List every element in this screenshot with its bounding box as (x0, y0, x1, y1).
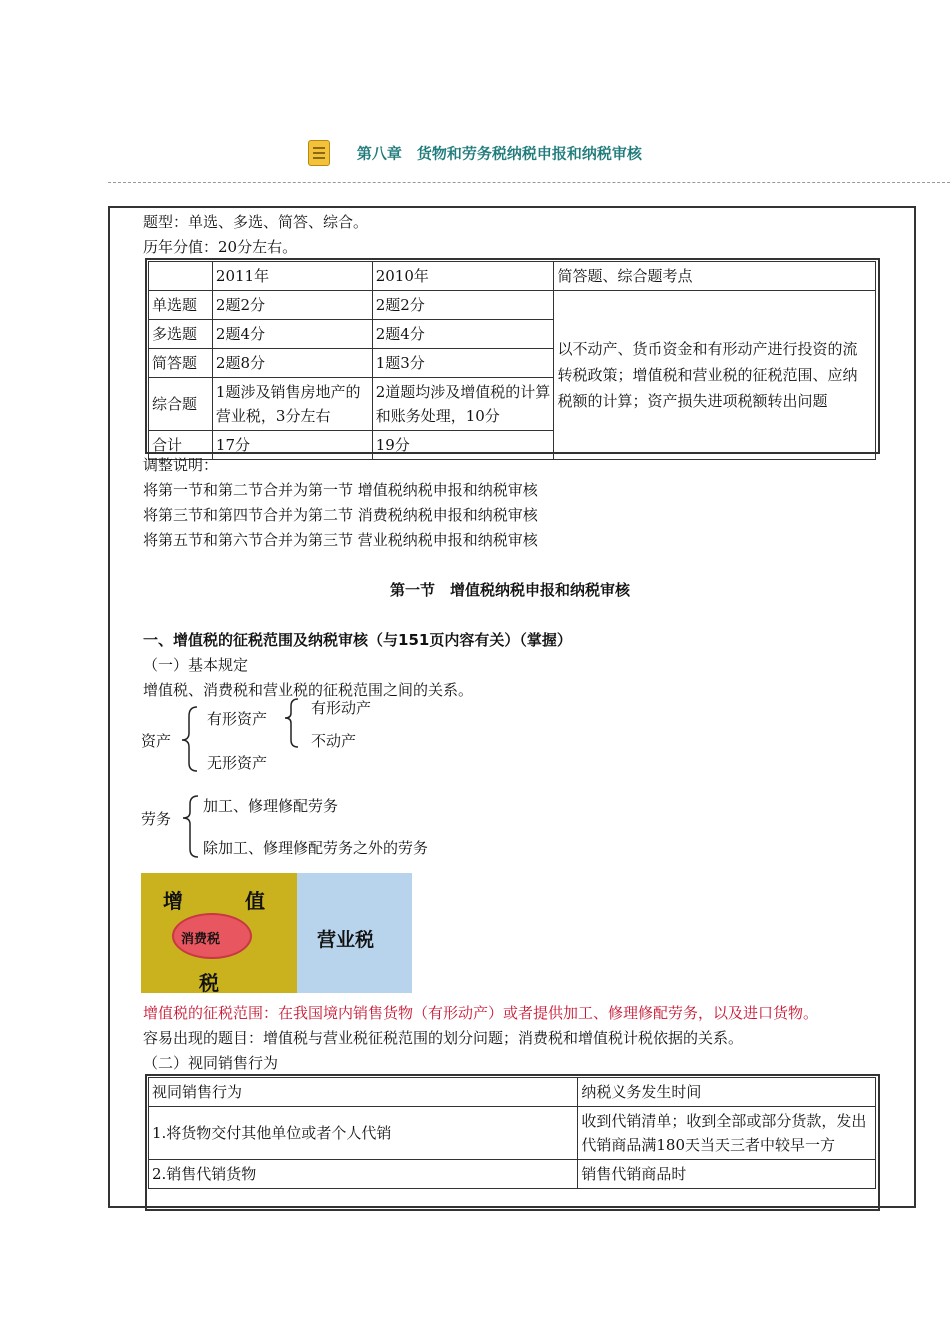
section-title: 第一节 增值税纳税申报和纳税审核 (389, 581, 630, 599)
adjustment-line: 将第三节和第四节合并为第二节 消费税纳税申报和纳税审核 (143, 506, 538, 524)
subheading-deemed-sales: （二）视同销售行为 (143, 1054, 279, 1072)
other-service: 除加工、修理修配劳务之外的劳务 (203, 839, 429, 857)
table-cell: 综合题 (149, 378, 213, 431)
vat-label-3: 税 (199, 971, 219, 995)
adjustment-line: 将第一节和第二节合并为第一节 增值税纳税申报和纳税审核 (143, 481, 538, 499)
table-cell: 2道题均涉及增值税的计算和账务处理，10分 (372, 378, 554, 431)
deemed-sales-table (148, 1077, 876, 1189)
chapter-title: 第八章 货物和劳务税纳税申报和纳税审核 (356, 144, 642, 163)
key-points-cell: 以不动产、货币资金和有形动产进行投资的流转税政策；增值税和营业税的征税范围、应纳税额的计算；资产损失进项税额转出问题 (554, 291, 876, 460)
table-cell: 1题3分 (372, 349, 554, 378)
table-cell: 简答题 (149, 349, 213, 378)
table-cell: 销售代销商品时 (578, 1160, 876, 1189)
table-cell: 1题涉及销售房地产的营业税，3分左右 (212, 378, 372, 431)
table-cell: 2题4分 (212, 320, 372, 349)
consumption-tax-label: 消费税 (181, 932, 221, 947)
table-cell: 2题2分 (212, 291, 372, 320)
tax-scope-illustration (141, 873, 412, 993)
intangible-asset: 无形资产 (207, 754, 268, 772)
vat-scope: 增值税的征税范围：在我国境内销售货物（有形动产）或者提供加工、修理修配劳务，以及进口货物。 (143, 1004, 819, 1022)
table-header: 视同销售行为 (149, 1078, 578, 1107)
table-row (149, 1107, 876, 1160)
vat-label-1: 增 (163, 889, 183, 913)
table-cell: 2题2分 (372, 291, 554, 320)
table-header: 简答题、综合题考点 (554, 262, 876, 291)
table-header: 2010年 (372, 262, 554, 291)
table-row (149, 1160, 876, 1189)
subheading-basic: （一）基本规定 (143, 656, 249, 674)
adjustment-title: 调整说明： (143, 456, 219, 474)
vat-label-2: 值 (245, 889, 265, 913)
section-heading: 一、增值税的征税范围及纳税审核（与151页内容有关）（掌握） (143, 631, 572, 649)
tangible-asset: 有形资产 (207, 710, 268, 728)
adjustment-line: 将第五节和第六节合并为第三节 营业税纳税申报和纳税审核 (143, 531, 538, 549)
table-row (149, 1078, 876, 1107)
table-cell: 2.销售代销货物 (149, 1160, 578, 1189)
score-text: 历年分值：20分左右。 (143, 238, 298, 256)
table-header: 纳税义务发生时间 (578, 1078, 876, 1107)
relation-text: 增值税、消费税和营业税的征税范围之间的关系。 (143, 681, 474, 699)
processing-service: 加工、修理修配劳务 (203, 797, 339, 815)
common-questions: 容易出现的题目：增值税与营业税征税范围的划分问题；消费税和增值税计税依据的关系。 (143, 1029, 744, 1047)
table-cell: 1.将货物交付其他单位或者个人代销 (149, 1107, 578, 1160)
table-cell: 19分 (372, 431, 554, 460)
question-types: 题型：单选、多选、简答、综合。 (143, 213, 369, 231)
table-header: 2011年 (212, 262, 372, 291)
business-tax-label: 营业税 (317, 929, 375, 951)
service-root: 劳务 (141, 810, 172, 828)
asset-root: 资产 (141, 732, 172, 750)
table-cell: 合计 (149, 431, 213, 460)
table-cell: 2题8分 (212, 349, 372, 378)
table-cell: 2题4分 (372, 320, 554, 349)
immovable-property: 不动产 (311, 732, 357, 750)
tangible-movable: 有形动产 (311, 699, 372, 717)
table-cell: 17分 (212, 431, 372, 460)
table-cell: 收到代销清单；收到全部或部分货款，发出代销商品满180天当天三者中较早一方 (578, 1107, 876, 1160)
table-cell: 多选题 (149, 320, 213, 349)
table-cell: 单选题 (149, 291, 213, 320)
